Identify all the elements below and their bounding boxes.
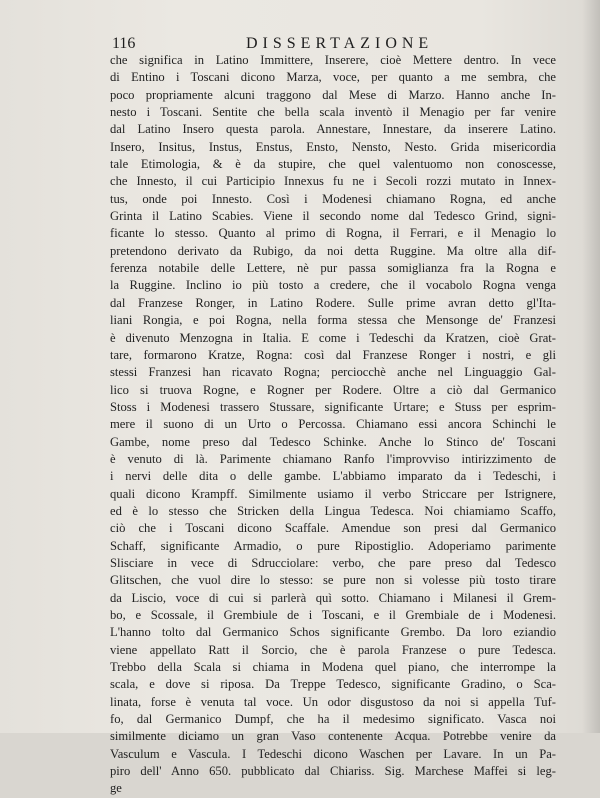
page-header	[112, 32, 472, 54]
text-line: dal Latino Insero questa parola. Annestare, Innestare, da inserere Latino.	[110, 122, 556, 137]
text-line: L'hanno tolto dal Germanico Schos significante Grembo. Da loro eziandio	[110, 625, 556, 640]
text-line: ge	[110, 781, 122, 796]
text-line: la Ruggine. Inclino io più tosto a credere, che il vocabolo Rogna venga	[110, 278, 556, 293]
text-line: liani Rongia, e poi Rogna, nella forma stessa che Mensonge de' Franzesi	[110, 313, 556, 328]
text-line: ed è lo stesso che Stricken della Lingua Tedesca. Noi chiamiamo Scaffo,	[110, 503, 556, 518]
text-line: è venuto di là. Parimente chiamano Ranfo l'improvviso intirizzimento de	[110, 451, 556, 466]
page-number: 116	[112, 35, 136, 52]
body-text	[110, 52, 556, 798]
text-line: Stoss i Modenesi trassero Stussare, significante Urtare; e Stuss per esprim-	[110, 399, 556, 414]
text-line: viene appellato Ratt il Sorcio, che è parola Franzese o pure Tedesca.	[110, 642, 556, 657]
text-line: che significa in Latino Immittere, Inserere, cioè Mettere dentro. In vece	[110, 53, 556, 67]
text-line: stessi Franzesi han ricavato Rogna; perciocchè anche nel Linguaggio Gal-	[110, 365, 556, 380]
text-line: è divenuto Menzogna in Italia. E come i Tedeschi da Kratzen, cioè Grat-	[110, 330, 556, 345]
text-line: tare, formarono Kratze, Rogna: così dal Franzese Ronger i nostri, e gli	[110, 347, 556, 362]
text-line: ferenza notabile delle Lettere, nè pur passa somiglianza fra la Rogna e	[110, 261, 556, 276]
text-line: da Liscio, voce di cui si parlerà quì sotto. Chiamano i Milanesi il Grem-	[110, 590, 556, 605]
text-line: poco propriamente alcuni traggono dal Mese di Marzo. Hanno anche In-	[110, 87, 556, 102]
text-line: pretendono derivato da Rubigo, da noi detta Ruggine. Ma oltre alla dif-	[110, 243, 556, 258]
text-line: tus, onde poi Innesto. Così i Modenesi chiamano Rogna, ed anche	[110, 191, 556, 206]
text-line: tale Etimologia, & è da stupire, che quel valentuomo non conoscesse,	[110, 157, 556, 172]
text-line: dal Franzese Ronger, in Latino Rodere. Sulle prime avran detto gl'Ita-	[110, 295, 556, 310]
text-line: similmente diciamo un gran Vaso contenente Acqua. Potrebbe venire da	[110, 729, 556, 744]
text-line: i nervi delle dita o delle gambe. L'abbiamo imparato da i Tedeschi, i	[110, 469, 556, 484]
text-line: Slisciare in vece di Sdrucciolare: verbo, che pare preso dal Tedesco	[110, 555, 556, 570]
text-line: Glitschen, che vuol dire lo stesso: se pure non si volesse più tosto tirare	[110, 573, 556, 588]
text-line: ficante lo stesso. Quanto al primo di Rogna, il Ferrari, e il Menagio lo	[110, 226, 556, 241]
text-line: ciò che i Toscani dicono Scaffale. Amendue son presi dal Germanico	[110, 521, 556, 536]
text-line: Schaff, significante Armadio, o pure Ripostiglio. Adoperiamo parimente	[110, 538, 556, 553]
text-line: fo, dal Germanico Dumpf, che ha il medesimo significato. Vasca noi	[110, 712, 556, 727]
text-line: che Innesto, il cui Participio Innexus fu ne i Secoli rozzi mutato in Innex-	[110, 174, 556, 189]
text-line: mere il suono di un Urto o Percossa. Chiamano essi ancora Schinchi le	[110, 417, 556, 432]
text-line: Insero, Insitus, Instus, Enstus, Ensto, Nensto, Nesto. Grida misericordia	[110, 139, 556, 154]
text-line: quali dicono Krampff. Similmente usiamo il verbo Striccare per Istrignere,	[110, 486, 556, 501]
text-line: bo, e Scossale, il Grembiule de i Toscani, e il Grembiale de i Modenesi.	[110, 608, 556, 622]
text-line: Gambe, nome preso dal Tedesco Schinke. Anche lo Stinco de' Toscani	[110, 434, 556, 449]
text-line: nesto i Toscani. Sentite che bella scala inventò il Menagio per far venire	[110, 105, 556, 120]
text-line: linata, forse è venuta tal voce. Un odor disgustoso da noi si appella Tuf-	[110, 694, 556, 709]
running-title: DISSERTAZIONE	[246, 35, 434, 52]
text-line: di Entino i Toscani dicono Marza, voce, per quanto a me sembra, che	[110, 70, 556, 85]
text-line: piro dell' Anno 650. pubblicato dal Chiariss. Sig. Marchese Maffei si leg-	[110, 764, 556, 779]
text-line: lico si truova Rogne, e Rogner per Rodere. Oltre a ciò dal Germanico	[110, 382, 556, 397]
text-line: Grinta il Latino Scabies. Viene il secondo nome dal Tedesco Grind, signi-	[110, 209, 556, 224]
text-line: Trebbo della Scala si chiama in Modena quel piano, che interrompe la	[110, 660, 556, 675]
page-edge-shadow	[582, 0, 600, 733]
text-line: Vasculum e Vascula. I Tedeschi dicono Waschen per Lavare. In un Pa-	[110, 746, 556, 761]
text-line: scala, e dove si riposa. Da Treppe Tedesco, significante Gradino, o Sca-	[110, 677, 556, 692]
